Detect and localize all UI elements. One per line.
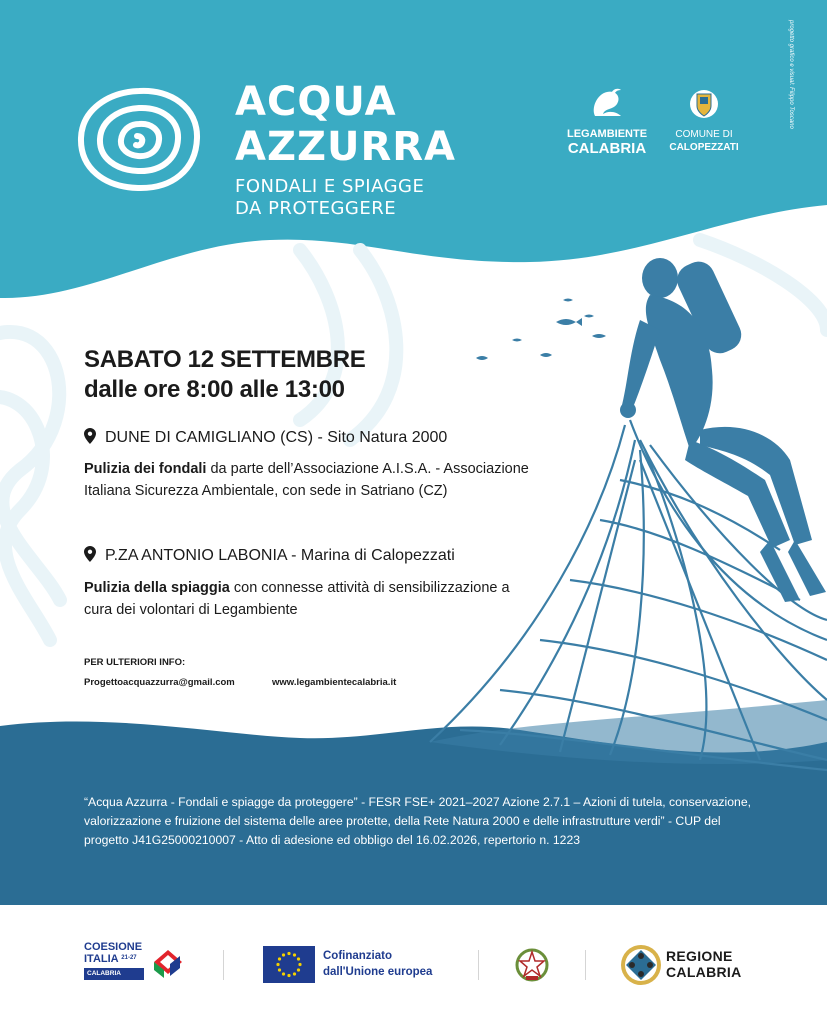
poster-title	[235, 80, 456, 170]
eu-line-1: Cofinanziato	[323, 950, 392, 962]
logo-divider	[585, 950, 586, 980]
regione-calabria-label	[666, 948, 742, 980]
location-pin-icon	[84, 428, 96, 444]
event-date: SABATO 12 SETTEMBRE	[84, 346, 366, 373]
coesione-italia-logo	[84, 942, 194, 988]
location-2	[84, 545, 455, 567]
fish-illustration	[476, 299, 606, 361]
diver-illustration	[620, 256, 826, 602]
location-pin-icon	[84, 546, 96, 562]
comune-label: COMUNE DI	[675, 129, 733, 140]
coesione-label: COESIONE	[84, 941, 143, 953]
location-1-description	[84, 459, 564, 502]
location-1-separator: -	[313, 429, 328, 446]
comune-logo	[666, 86, 742, 154]
title-line-2: AZZURRA	[235, 124, 457, 170]
legambiente-logo	[560, 86, 654, 157]
acqua-azzurra-logo-icon	[76, 86, 202, 192]
location-1-name: DUNE DI CAMIGLIANO (CS)	[105, 429, 314, 446]
design-credit-text: progetto grafico e visual: Filippo Toscano	[788, 20, 794, 129]
subtitle-line-1: FONDALI E SPIAGGE	[235, 176, 425, 197]
location-2-description	[84, 578, 524, 621]
location-1-activity-detail: da parte dell’Associazione A.I.S.A. - Associazione Italiana Sicurezza Ambientale, con sede in Satriano (CZ)	[84, 461, 529, 499]
location-2-name: P.ZA ANTONIO LABONIA	[105, 547, 287, 564]
location-2-separator: -	[286, 547, 301, 564]
coesione-years: 21-27	[121, 955, 137, 961]
eu-line-2: dall'Unione europea	[323, 966, 433, 978]
comune-crest-icon	[689, 86, 719, 122]
coesione-arrow-icon	[150, 944, 186, 980]
legambiente-region: CALABRIA	[567, 140, 647, 157]
legambiente-name: LEGAMBIENTE	[566, 128, 648, 140]
coesione-country: ITALIA	[84, 953, 119, 965]
funding-footnote: “Acqua Azzurra - Fondali e spiagge da proteggere” - FESR FSE+ 2021–2027 Azione 2.7.1 – Azioni di tutela, conservazione, valorizzazione e fruizione del sistema delle aree protette, della Rete Natura 2000 e delle infrastrutture verdi” - CUP del progetto J41G25000210007 - Atto di adesione ed obbligo del 16.02.2026, repertorio n. 1223	[84, 795, 751, 847]
region-line-1: REGIONE	[666, 948, 733, 964]
eu-cofunding-label	[323, 948, 432, 980]
location-2-activity-detail: con connesse attività di sensibilizzazione a cura dei volontari di Legambiente	[84, 580, 510, 618]
subtitle-line-2: DA PROTEGGERE	[235, 198, 397, 219]
location-2-activity: Pulizia della spiaggia	[84, 580, 230, 596]
italian-republic-emblem-icon	[514, 946, 550, 984]
poster-subtitle	[235, 176, 424, 220]
regione-calabria-emblem-icon	[620, 944, 662, 986]
location-1-detail: Sito Natura 2000	[327, 429, 448, 446]
eu-flag-icon	[263, 946, 315, 983]
contact-email-link[interactable]: Progettoacquazzurra@gmail.com	[84, 677, 235, 688]
logo-divider	[478, 950, 479, 980]
info-heading: PER ULTERIORI INFO:	[84, 657, 186, 668]
location-1	[84, 427, 447, 449]
legambiente-swan-icon	[587, 86, 627, 122]
region-line-2: CALABRIA	[666, 964, 742, 980]
coesione-region-tag: CALABRIA	[84, 968, 144, 980]
title-line-1: ACQUA	[235, 79, 397, 125]
location-1-activity: Pulizia dei fondali	[84, 461, 207, 477]
logo-divider	[223, 950, 224, 980]
comune-name: CALOPEZZATI	[669, 142, 739, 153]
location-2-detail: Marina di Calopezzati	[300, 547, 455, 564]
coesione-italia-label	[84, 953, 137, 965]
event-time: dalle ore 8:00 alle 13:00	[84, 376, 345, 403]
website-link[interactable]: www.legambientecalabria.it	[272, 677, 397, 688]
design-credit	[782, 20, 794, 180]
event-datetime	[84, 345, 365, 405]
